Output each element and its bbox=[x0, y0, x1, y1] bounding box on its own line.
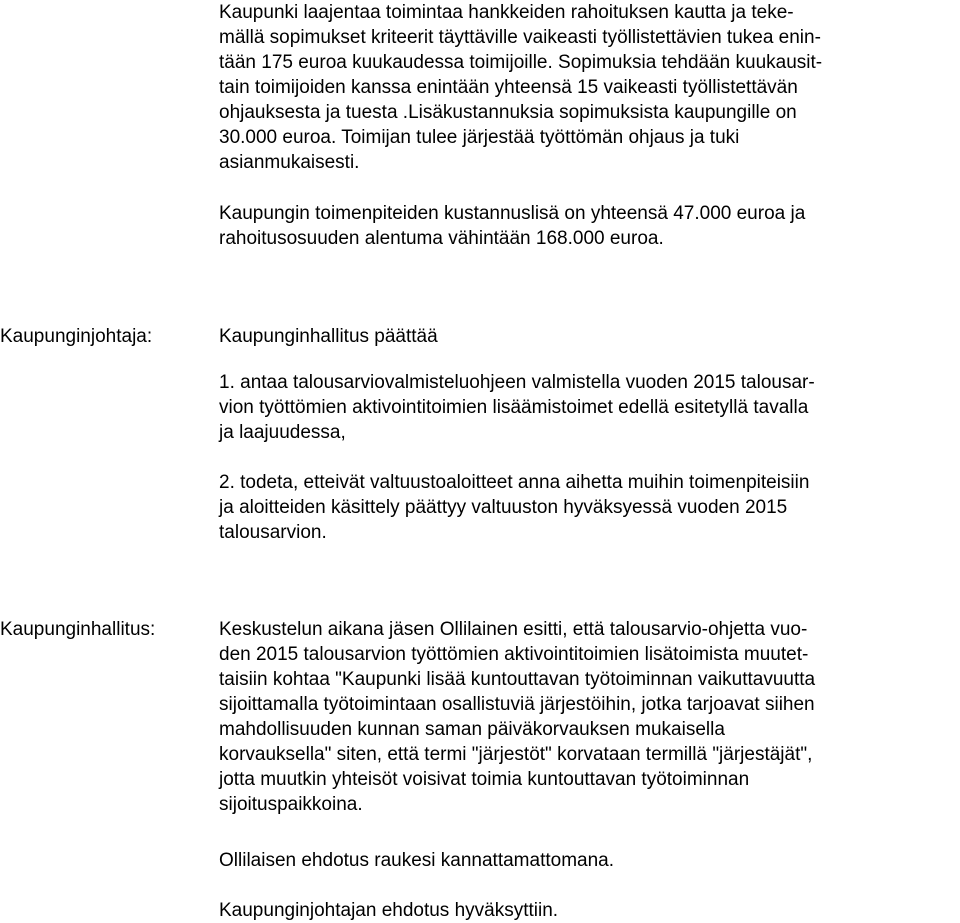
text-line: tään 175 euroa kuukaudessa toimijoille. Sopimuksia tehdään kuukausit- bbox=[219, 52, 823, 73]
proposal-fell-paragraph bbox=[219, 848, 954, 873]
text-line: mahdollisuuden kunnan saman päiväkorvauksen mukaisella bbox=[219, 719, 725, 740]
text-line: asianmukaisesti. bbox=[219, 152, 360, 173]
text-line: sijoittamalla työtoimintaan osallistuviä järjestöihin, jotka tarjoavat siihen bbox=[219, 694, 815, 715]
decision-heading bbox=[219, 324, 954, 349]
kaupunginhallitus-label: Kaupunginhallitus: bbox=[0, 619, 156, 640]
text-line: ohjauksesta ja tuesta .Lisäkustannuksia sopimuksista kaupungille on bbox=[219, 102, 797, 123]
text-line: 1. antaa talousarviovalmisteluohjeen valmistella vuoden 2015 talousar- bbox=[219, 372, 815, 393]
text-line: Kaupungin toimenpiteiden kustannuslisä on yhteensä 47.000 euroa ja bbox=[219, 203, 806, 224]
text-line: mällä sopimukset kriteerit täyttäville vaikeasti työllistettävien tukea enin- bbox=[219, 27, 821, 48]
text-line: tain toimijoiden kanssa enintään yhteensä 15 vaikeasti työllistettävän bbox=[219, 77, 798, 98]
text-line: Keskustelun aikana jäsen Ollilainen esitti, että talousarvio-ohjetta vuo- bbox=[219, 619, 808, 640]
intro-paragraph bbox=[219, 0, 954, 175]
decision-item-1 bbox=[219, 370, 954, 445]
text-line: 2. todeta, etteivät valtuustoaloitteet anna aihetta muihin toimenpiteisiin bbox=[219, 472, 810, 493]
text-line: sijoituspaikkoina. bbox=[219, 794, 363, 815]
text-line: ja laajuudessa, bbox=[219, 422, 346, 443]
text-line: vion työttömien aktivointitoimien lisäämistoimet edellä esitetyllä tavalla bbox=[219, 397, 809, 418]
text-line: rahoitusosuuden alentuma vähintään 168.000 euroa. bbox=[219, 228, 664, 249]
text-line: 30.000 euroa. Toimijan tulee järjestää työttömän ohjaus ja tuki bbox=[219, 127, 740, 148]
discussion-paragraph bbox=[219, 617, 954, 817]
kaupunginjohtaja-label: Kaupunginjohtaja: bbox=[0, 326, 153, 347]
text-line: Kaupunki laajentaa toimintaa hankkeiden rahoituksen kautta ja teke- bbox=[219, 2, 794, 23]
text-line: talousarvion. bbox=[219, 522, 327, 543]
text-line: taisiin kohtaa "Kaupunki lisää kuntouttavan työtoiminnan vaikuttavuutta bbox=[219, 669, 816, 690]
decision-item-2 bbox=[219, 470, 954, 545]
text-line: ja aloitteiden käsittely päättyy valtuuston hyväksyessä vuoden 2015 bbox=[219, 497, 788, 518]
text-line: jotta muutkin yhteisöt voisivat toimia kuntouttavan työtoiminnan bbox=[219, 769, 750, 790]
text-line: korvauksella" siten, että termi "järjestöt" korvataan termillä "järjestäjät", bbox=[219, 744, 813, 765]
cost-paragraph bbox=[219, 201, 954, 251]
approval-paragraph bbox=[219, 898, 954, 923]
text-line: den 2015 talousarvion työttömien aktivointitoimien lisätoimista muutet- bbox=[219, 644, 809, 665]
text-line: Ollilaisen ehdotus raukesi kannattamattomana. bbox=[219, 850, 615, 871]
text-line: Kaupunginjohtajan ehdotus hyväksyttiin. bbox=[219, 900, 559, 921]
heading-text: Kaupunginhallitus päättää bbox=[219, 326, 438, 347]
